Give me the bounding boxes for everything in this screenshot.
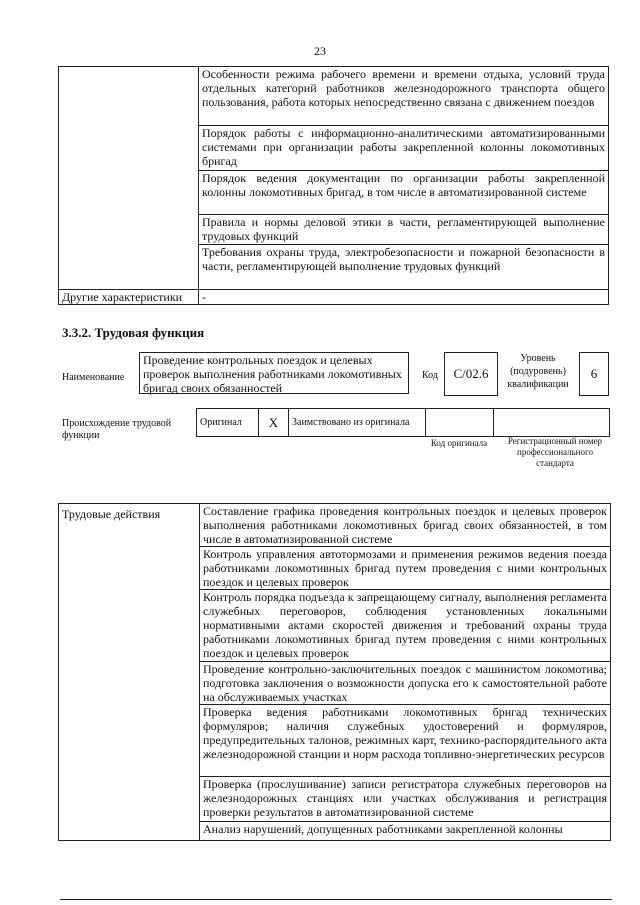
origin-table: [196, 408, 610, 437]
other-characteristics-label: Другие характеристики: [59, 290, 199, 305]
level-value: 6: [579, 352, 609, 396]
action-row: Анализ нарушений, допущенных работниками закрепленной колонны: [200, 822, 611, 841]
code-original-caption: Код оригинала: [430, 438, 488, 448]
name-label: Наименование: [62, 372, 125, 383]
function-name: Проведение контрольных поездок и целевых проверок выполнения работниками локомотивных бригад своих обязанностей: [139, 352, 409, 394]
left-empty-cell: [59, 67, 199, 290]
knowledge-row: Порядок ведения документации по организации работы закрепленной колонны локомотивных бригад, в том числе в автоматизированной системе: [199, 171, 609, 215]
original-label: Оригинал: [197, 409, 259, 437]
knowledge-row: Особенности режима рабочего времени и времени отдыха, условий труда отдельных категорий работников железнодорожного транспорта общего пользования, работа которых непосредственно связана с движением поездов: [199, 67, 609, 126]
bottom-rule: [60, 899, 612, 900]
original-mark: X: [259, 409, 289, 437]
action-row: Контроль управления автотормозами и применения режимов ведения поезда работниками локомотивных бригад путем проведения с ними контрольных поездок и целевых проверок: [200, 547, 611, 590]
action-row: Составление графика проведения контрольных поездок и целевых проверок выполнения работниками локомотивных бригад своих обязанностей, в том числе в автоматизированной системе: [200, 504, 611, 547]
borrowed-label: Заимствовано из оригинала: [289, 409, 426, 437]
level-label: Уровень (подуровень) квалификации: [507, 353, 569, 390]
actions-label: Трудовые действия: [59, 504, 200, 841]
knowledge-row: Порядок работы с информационно-аналитическими автоматизированными системами при организации работы закрепленной колонны локомотивных бригад: [199, 126, 609, 171]
function-code: C/02.6: [444, 352, 498, 396]
reg-number-cell: [494, 409, 610, 437]
origin-label: Происхождение трудовой функции: [62, 418, 172, 441]
code-original-cell: [426, 409, 494, 437]
section-title: 3.3.2. Трудовая функция: [62, 325, 205, 340]
knowledge-row: Требования охраны труда, электробезопасности и пожарной безопасности в части, регламентирующей выполнение трудовых функций: [199, 245, 609, 290]
actions-table: [58, 503, 611, 841]
action-row: Проверка ведения работниками локомотивных бригад технических формуляров; наличия служебных удостоверений и формуляров, предупредительных талонов, режимных карт, технико-распорядительного акта железнодорожной станции и норм расхода топливно-энергетических ресурсов: [200, 705, 611, 777]
code-label: Код: [422, 370, 438, 381]
other-characteristics-value: -: [199, 290, 609, 305]
knowledge-table: [58, 66, 609, 305]
page-number: 23: [314, 44, 326, 58]
knowledge-row: Правила и нормы деловой этики в части, регламентирующей выполнение трудовых функций: [199, 215, 609, 245]
action-row: Проведение контрольно-заключительных поездок с машинистом локомотива; подготовка заключения о возможности допуска его к самостоятельной работе на обслуживаемых участках: [200, 662, 611, 705]
action-row: Контроль порядка подъезда к запрещающему сигналу, выполнения регламента служебных переговоров, соблюдения установленных локальными нормативными актами скоростей движения и требований охраны труда работниками локомотивных бригад путем проведения с ними контрольных поездок и целевых проверок: [200, 590, 611, 662]
action-row: Проверка (прослушивание) записи регистратора служебных переговоров на железнодорожных станциях или участках обслуживания и регистрация проверки результатов в автоматизированной системе: [200, 777, 611, 822]
reg-number-caption: Регистрационный номер профессионального стандарта: [507, 436, 603, 468]
